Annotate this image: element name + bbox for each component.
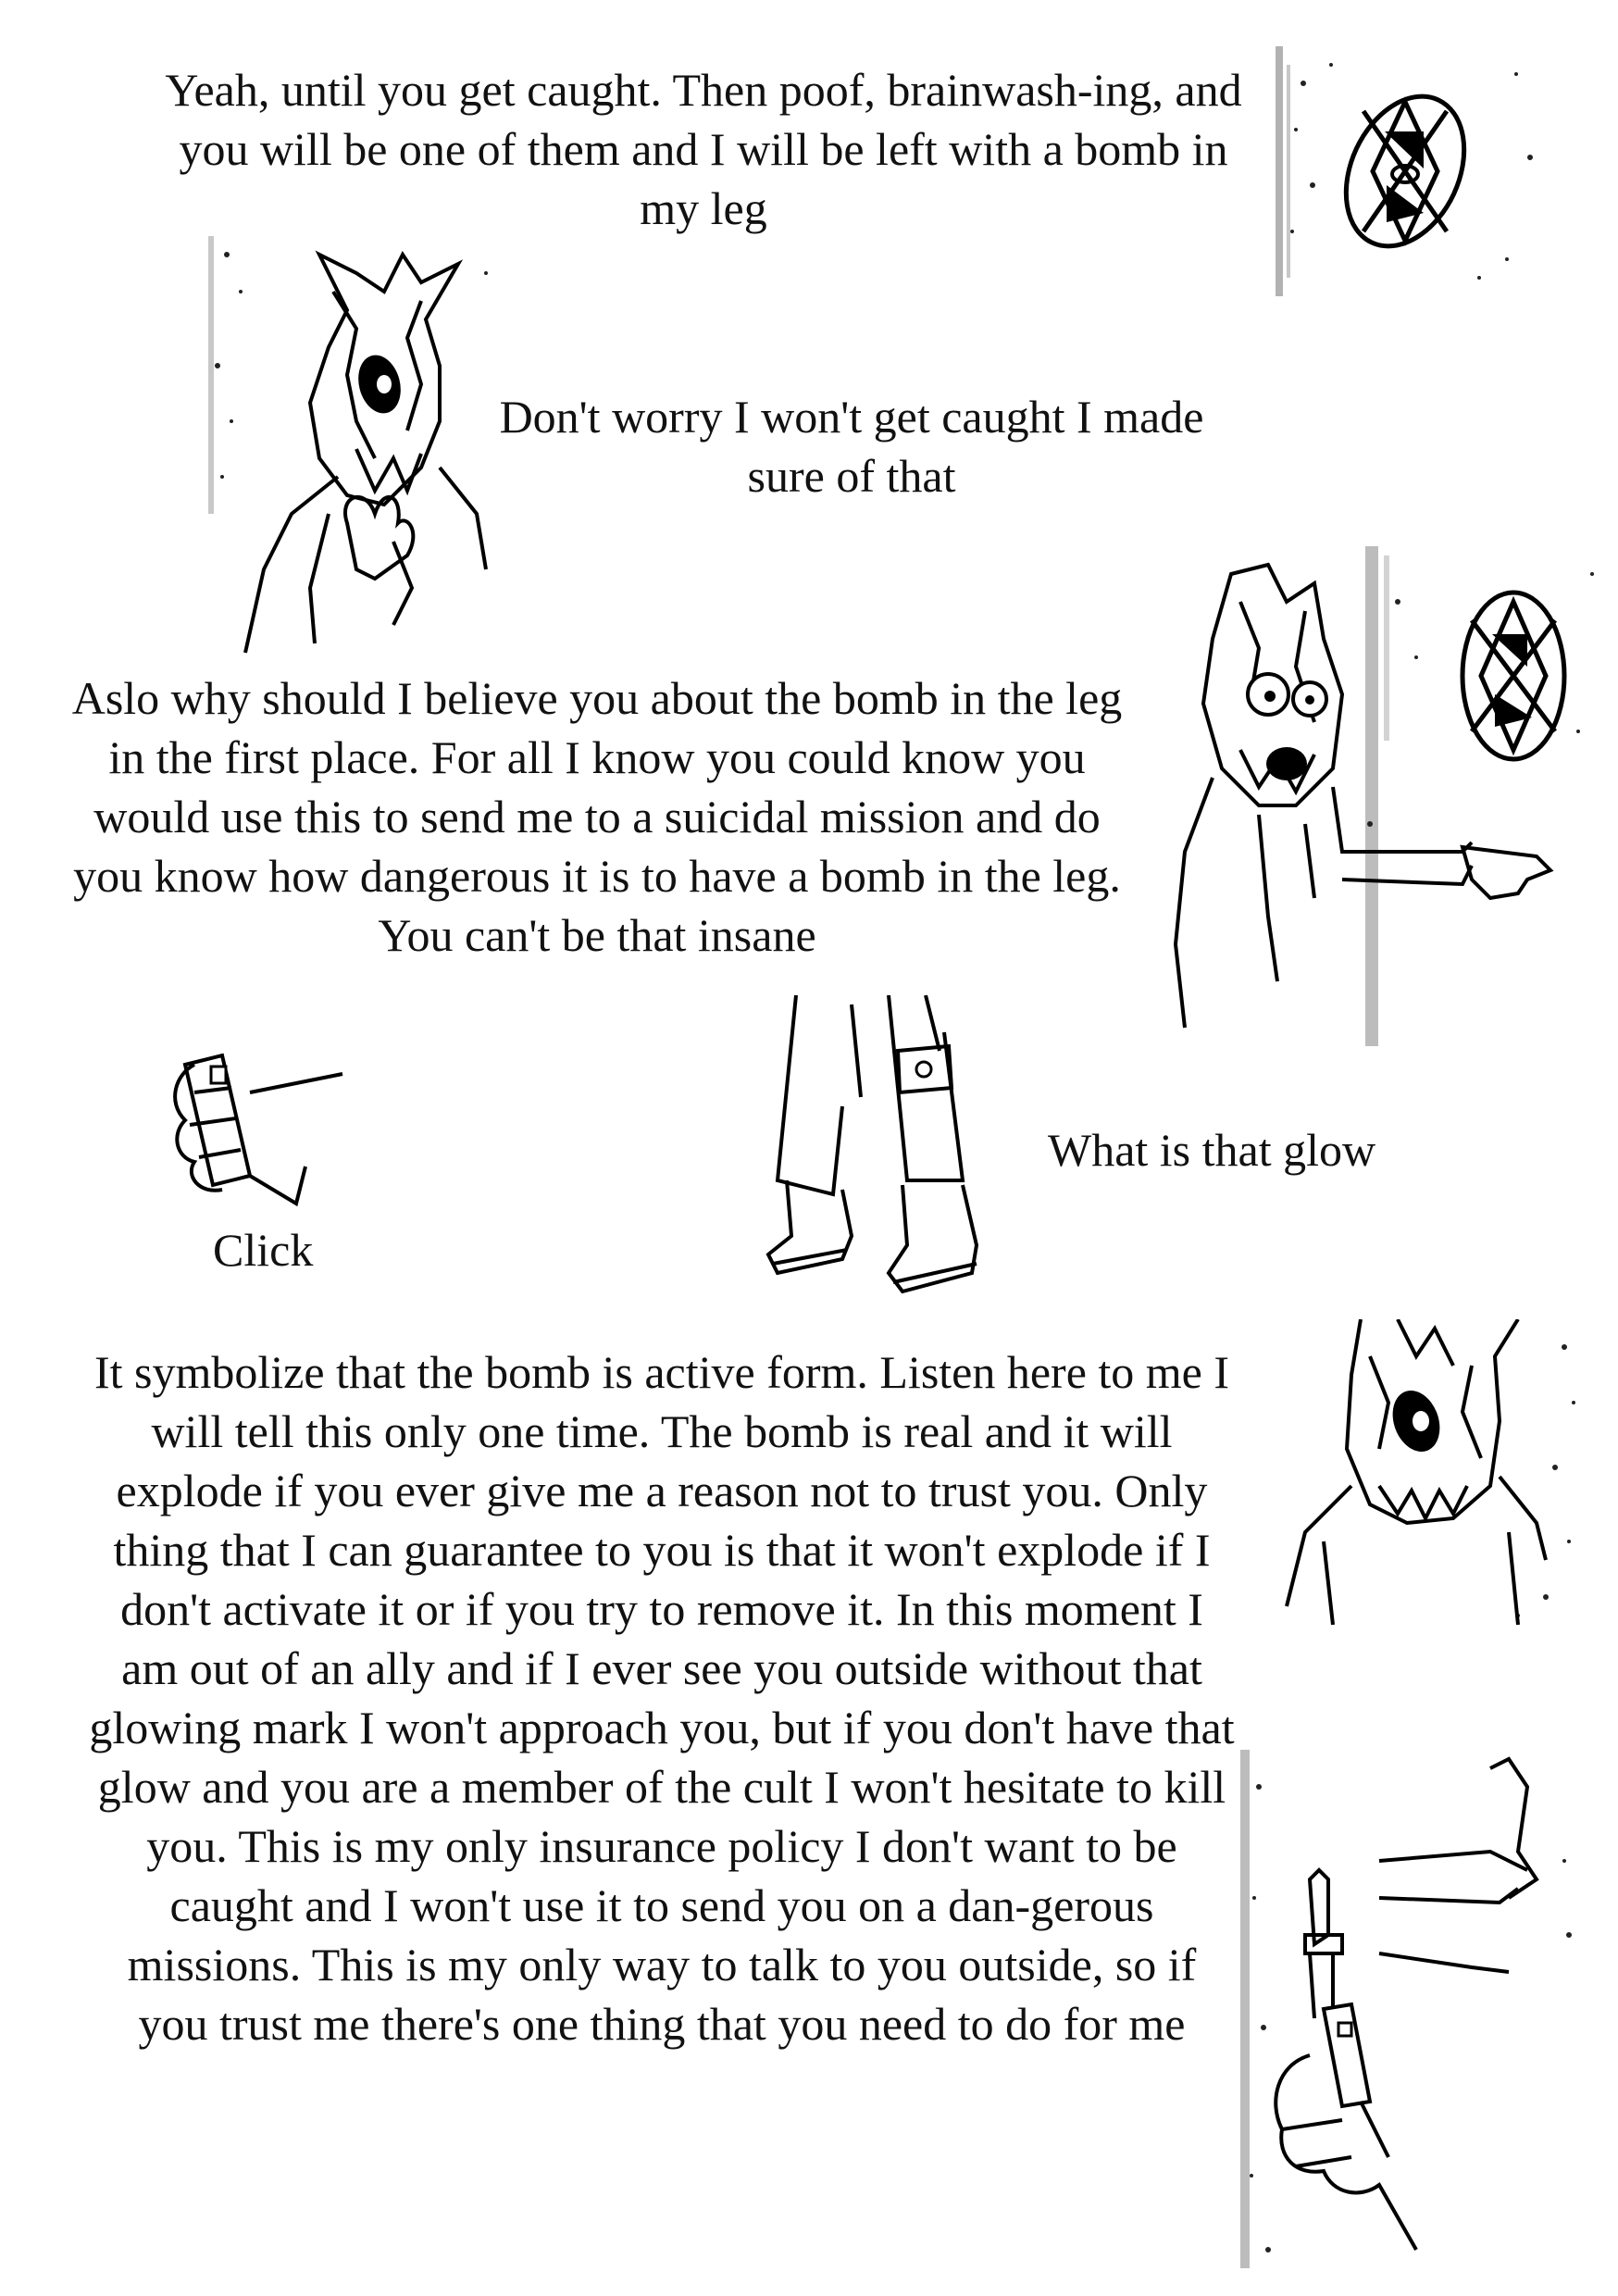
cloaked-figure-closeup-icon xyxy=(1268,1319,1583,1625)
hand-holding-remote-icon xyxy=(1240,1750,1583,2268)
cloaked-figure-mask-icon xyxy=(208,236,514,662)
legs-glowing-anklet-icon xyxy=(741,995,1018,1319)
dialogue-1: Yeah, until you get caught. Then poof, brainwash-ing, and you will be one of them and I will be left with a bomb in my leg xyxy=(165,64,1242,234)
dialogue-4: What is that glow xyxy=(1048,1124,1376,1176)
click-sound-effect: Click xyxy=(213,1224,314,1276)
diamond-mask-icon xyxy=(1276,46,1544,296)
dialogue-5: It symbolize that the bomb is active form. Listen here to me I will tell this only one time. The bomb is real and it will explode if you ever give me a reason not to trust you. Only thing that I can guarantee to you is that it won't explode if I don't activate it or if you try to remove it. In this moment I am out of an ally and if I ever see you outside without that glowing mark I won't approach you, but if you don't have that glow and you are a member of the cult I won't hesitate to kill you. This is my only insurance policy I don't want to be caught and I won't use it to send you on a dan-gerous missions. This is my only way to talk to you outside, so if you trust me there's one thing that you need to do for me xyxy=(89,1346,1235,2050)
dialogue-2: Don't worry I won't get caught I made sure of that xyxy=(499,391,1204,502)
shocked-figure-pointing-icon xyxy=(1157,546,1601,1046)
hand-clicking-remote-icon xyxy=(157,1046,361,1222)
dialogue-3: Aslo why should I believe you about the bomb in the leg in the first place. For all I know you could know you would use this to send me to a suicidal mission and do you know how dangerous it is to have a bomb in the leg. You can't be that insane xyxy=(71,672,1123,961)
